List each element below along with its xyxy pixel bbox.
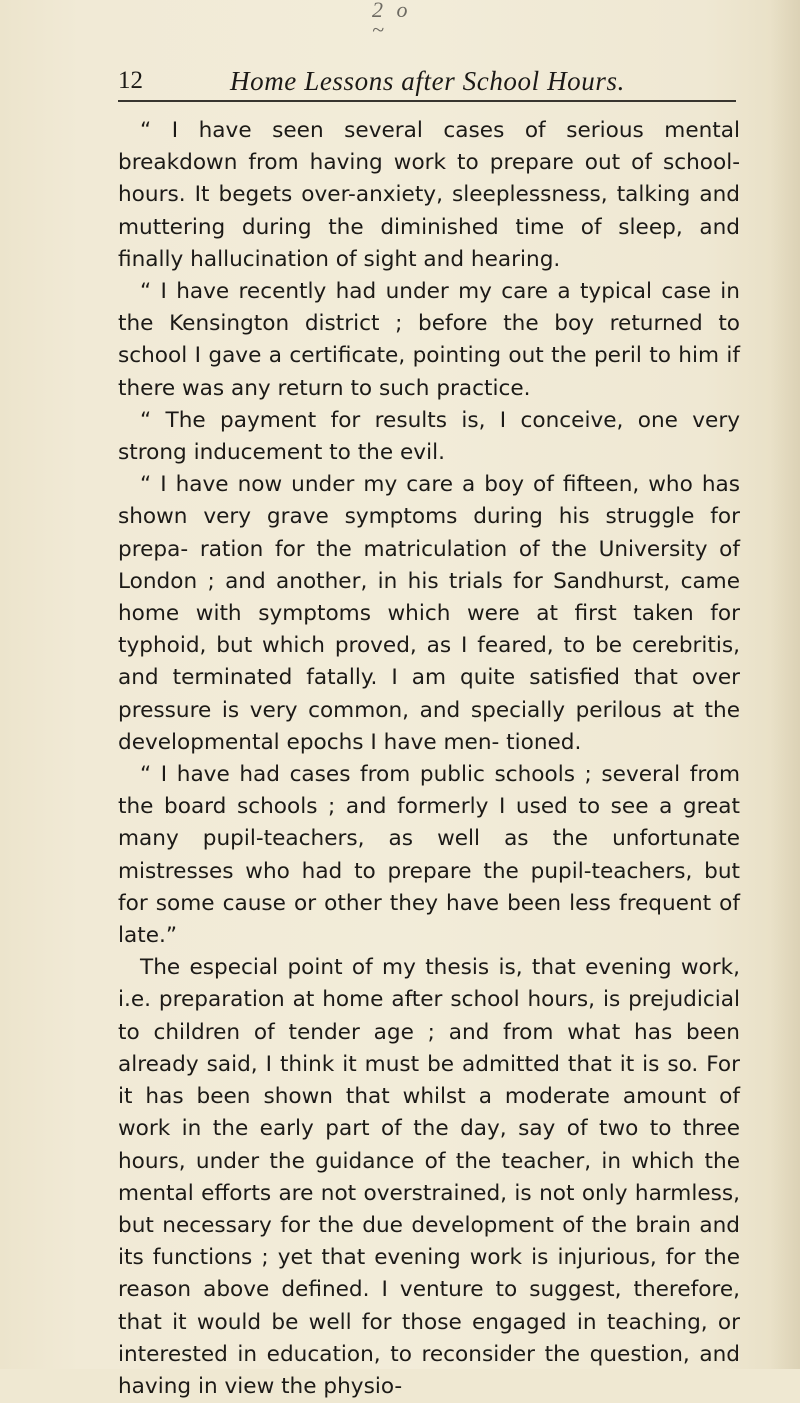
top-margin-mark: 2 o ~ — [372, 0, 412, 42]
page-header — [118, 66, 718, 100]
paragraph: “ The payment for results is, I conceive, one very strong inducement to the evil. — [118, 407, 740, 466]
paragraph: “ I have recently had under my care a typical case in the Kensington district ; before the boy returned to school I gave a certificate, pointing out the peril to him if there was any return to such practice. — [118, 279, 740, 401]
paragraph: The especial point of my thesis is, that evening work, i.e. preparation at home after school hours, is prejudicial to children of tender age ; and from what has been already said, I think it must be admitted that it is so. For it has been shown that whilst a moderate amount of work in the early part of the day, say of two to three hours, under the guidance of the teacher, in which the mental efforts are not overstrained, is not only harmless, but necessary for the due development of the brain and its functions ; yet that evening work is injurious, for the reason above defined. I venture to suggest, therefore, that it would be well for those engaged in teaching, or interested in education, to reconsider the question, and having in view the physio- — [118, 955, 740, 1399]
paragraph: “ I have seen several cases of serious mental breakdown from having work to prepare out of school-hours. It begets over-anxiety, sleeplessness, talking and muttering during the diminished time of sleep, and finally hallucination of sight and hearing. — [118, 118, 740, 272]
paragraph: “ I have now under my care a boy of fifteen, who has shown very grave symptoms during his struggle for prepa- ration for the matriculation of the University of London ; and another, in his trials for Sandhurst, came home with symptoms which were at first taken for typhoid, but which proved, as I feared, to be cerebritis, and terminated fatally. I am quite satisfied that over pressure is very common, and specially perilous at the developmental epochs I have men- tioned. — [118, 472, 740, 755]
page-number: 12 — [118, 67, 143, 94]
running-title: Home Lessons after School Hours. — [230, 66, 625, 96]
paragraph: “ I have had cases from public schools ; several from the board schools ; and formerly I used to see a great many pupil-teachers, as well as the unfortunate mistresses who had to prepare the pupil-teachers, but for some cause or other they have been less frequent of late.” — [118, 762, 740, 949]
page-edge-shadow — [770, 0, 800, 1369]
header-rule — [118, 100, 736, 102]
body-text — [118, 115, 740, 1403]
